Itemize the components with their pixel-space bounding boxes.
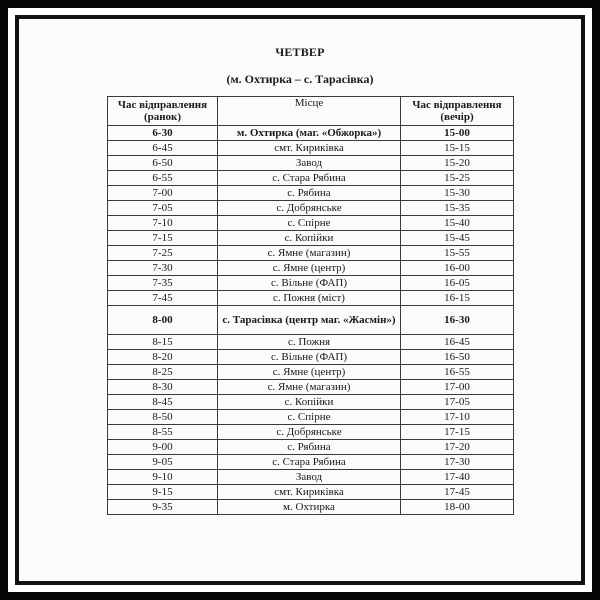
evening-time-cell: 15-15 bbox=[401, 141, 514, 156]
evening-time-cell: 15-20 bbox=[401, 156, 514, 171]
morning-time-cell: 6-45 bbox=[108, 141, 218, 156]
table-row bbox=[108, 380, 514, 395]
morning-time-cell: 9-10 bbox=[108, 470, 218, 485]
table-row bbox=[108, 246, 514, 261]
table-row bbox=[108, 201, 514, 216]
header-evening: Час відправлення (вечір) bbox=[401, 97, 514, 126]
evening-time-cell: 16-55 bbox=[401, 365, 514, 380]
morning-time-cell: 8-45 bbox=[108, 395, 218, 410]
place-cell: смт. Кириківка bbox=[218, 485, 401, 500]
place-cell: с. Копійки bbox=[218, 395, 401, 410]
evening-time-cell: 16-15 bbox=[401, 291, 514, 306]
table-row bbox=[108, 186, 514, 201]
evening-time-cell: 15-45 bbox=[401, 231, 514, 246]
place-cell: с. Стара Рябина bbox=[218, 455, 401, 470]
morning-time-cell: 9-15 bbox=[108, 485, 218, 500]
morning-time-cell: 7-15 bbox=[108, 231, 218, 246]
morning-time-cell: 7-30 bbox=[108, 261, 218, 276]
table-row bbox=[108, 410, 514, 425]
place-cell: с. Копійки bbox=[218, 231, 401, 246]
morning-time-cell: 8-15 bbox=[108, 335, 218, 350]
evening-time-cell: 15-00 bbox=[401, 126, 514, 141]
evening-time-cell: 15-40 bbox=[401, 216, 514, 231]
place-cell: с. Рябина bbox=[218, 186, 401, 201]
morning-time-cell: 7-45 bbox=[108, 291, 218, 306]
morning-time-cell: 8-25 bbox=[108, 365, 218, 380]
morning-time-cell: 6-30 bbox=[108, 126, 218, 141]
place-cell: с. Спірне bbox=[218, 410, 401, 425]
place-cell: с. Вільне (ФАП) bbox=[218, 276, 401, 291]
place-cell: Завод bbox=[218, 156, 401, 171]
evening-time-cell: 17-20 bbox=[401, 440, 514, 455]
table-row bbox=[108, 365, 514, 380]
evening-time-cell: 15-55 bbox=[401, 246, 514, 261]
morning-time-cell: 7-25 bbox=[108, 246, 218, 261]
table-row bbox=[108, 231, 514, 246]
evening-time-cell: 17-45 bbox=[401, 485, 514, 500]
table-row bbox=[108, 455, 514, 470]
place-cell: с. Ямне (магазин) bbox=[218, 380, 401, 395]
place-cell: с. Пожня bbox=[218, 335, 401, 350]
table-row bbox=[108, 440, 514, 455]
place-cell: с. Добрянське bbox=[218, 201, 401, 216]
morning-time-cell: 6-50 bbox=[108, 156, 218, 171]
evening-time-cell: 17-00 bbox=[401, 380, 514, 395]
place-cell: с. Ямне (центр) bbox=[218, 365, 401, 380]
place-cell: с. Стара Рябина bbox=[218, 171, 401, 186]
evening-time-cell: 15-35 bbox=[401, 201, 514, 216]
place-cell: с. Рябина bbox=[218, 440, 401, 455]
place-cell: с. Ямне (магазин) bbox=[218, 246, 401, 261]
place-cell: с. Спірне bbox=[218, 216, 401, 231]
schedule-table bbox=[107, 96, 514, 515]
evening-time-cell: 15-25 bbox=[401, 171, 514, 186]
evening-time-cell: 15-30 bbox=[401, 186, 514, 201]
table-row bbox=[108, 291, 514, 306]
page-title: ЧЕТВЕР bbox=[275, 45, 325, 59]
place-cell: смт. Кириківка bbox=[218, 141, 401, 156]
evening-time-cell: 17-30 bbox=[401, 455, 514, 470]
table-row bbox=[108, 126, 514, 141]
place-cell: с. Добрянське bbox=[218, 425, 401, 440]
morning-time-cell: 6-55 bbox=[108, 171, 218, 186]
morning-time-cell: 8-30 bbox=[108, 380, 218, 395]
table-row bbox=[108, 216, 514, 231]
table-row bbox=[108, 156, 514, 171]
morning-time-cell: 7-10 bbox=[108, 216, 218, 231]
morning-time-cell: 7-05 bbox=[108, 201, 218, 216]
evening-time-cell: 17-10 bbox=[401, 410, 514, 425]
morning-time-cell: 7-35 bbox=[108, 276, 218, 291]
header-morning: Час відправлення (ранок) bbox=[108, 97, 218, 126]
header-place: Місце bbox=[218, 97, 401, 126]
table-row bbox=[108, 306, 514, 335]
place-cell: м. Охтирка bbox=[218, 500, 401, 515]
evening-time-cell: 18-00 bbox=[401, 500, 514, 515]
morning-time-cell: 8-50 bbox=[108, 410, 218, 425]
place-cell: с. Вільне (ФАП) bbox=[218, 350, 401, 365]
place-cell: с. Ямне (центр) bbox=[218, 261, 401, 276]
table-row bbox=[108, 500, 514, 515]
table-row bbox=[108, 171, 514, 186]
morning-time-cell: 9-00 bbox=[108, 440, 218, 455]
schedule-body bbox=[108, 126, 514, 515]
morning-time-cell: 8-20 bbox=[108, 350, 218, 365]
table-row bbox=[108, 470, 514, 485]
table-row bbox=[108, 141, 514, 156]
evening-time-cell: 16-30 bbox=[401, 306, 514, 335]
table-row bbox=[108, 485, 514, 500]
table-row bbox=[108, 261, 514, 276]
place-cell: с. Пожня (міст) bbox=[218, 291, 401, 306]
evening-time-cell: 16-05 bbox=[401, 276, 514, 291]
place-cell: Завод bbox=[218, 470, 401, 485]
table-header-row bbox=[108, 97, 514, 126]
evening-time-cell: 16-00 bbox=[401, 261, 514, 276]
evening-time-cell: 16-50 bbox=[401, 350, 514, 365]
morning-time-cell: 8-55 bbox=[108, 425, 218, 440]
morning-time-cell: 7-00 bbox=[108, 186, 218, 201]
evening-time-cell: 17-15 bbox=[401, 425, 514, 440]
table-row bbox=[108, 425, 514, 440]
table-row bbox=[108, 276, 514, 291]
evening-time-cell: 17-40 bbox=[401, 470, 514, 485]
place-cell: с. Тарасівка (центр маг. «Жасмін») bbox=[218, 306, 401, 335]
morning-time-cell: 9-05 bbox=[108, 455, 218, 470]
evening-time-cell: 17-05 bbox=[401, 395, 514, 410]
morning-time-cell: 8-00 bbox=[108, 306, 218, 335]
morning-time-cell: 9-35 bbox=[108, 500, 218, 515]
table-row bbox=[108, 335, 514, 350]
table-row bbox=[108, 395, 514, 410]
evening-time-cell: 16-45 bbox=[401, 335, 514, 350]
table-row bbox=[108, 350, 514, 365]
place-cell: м. Охтирка (маг. «Обжорка») bbox=[218, 126, 401, 141]
route-subtitle: (м. Охтирка – с. Тарасівка) bbox=[226, 72, 374, 86]
